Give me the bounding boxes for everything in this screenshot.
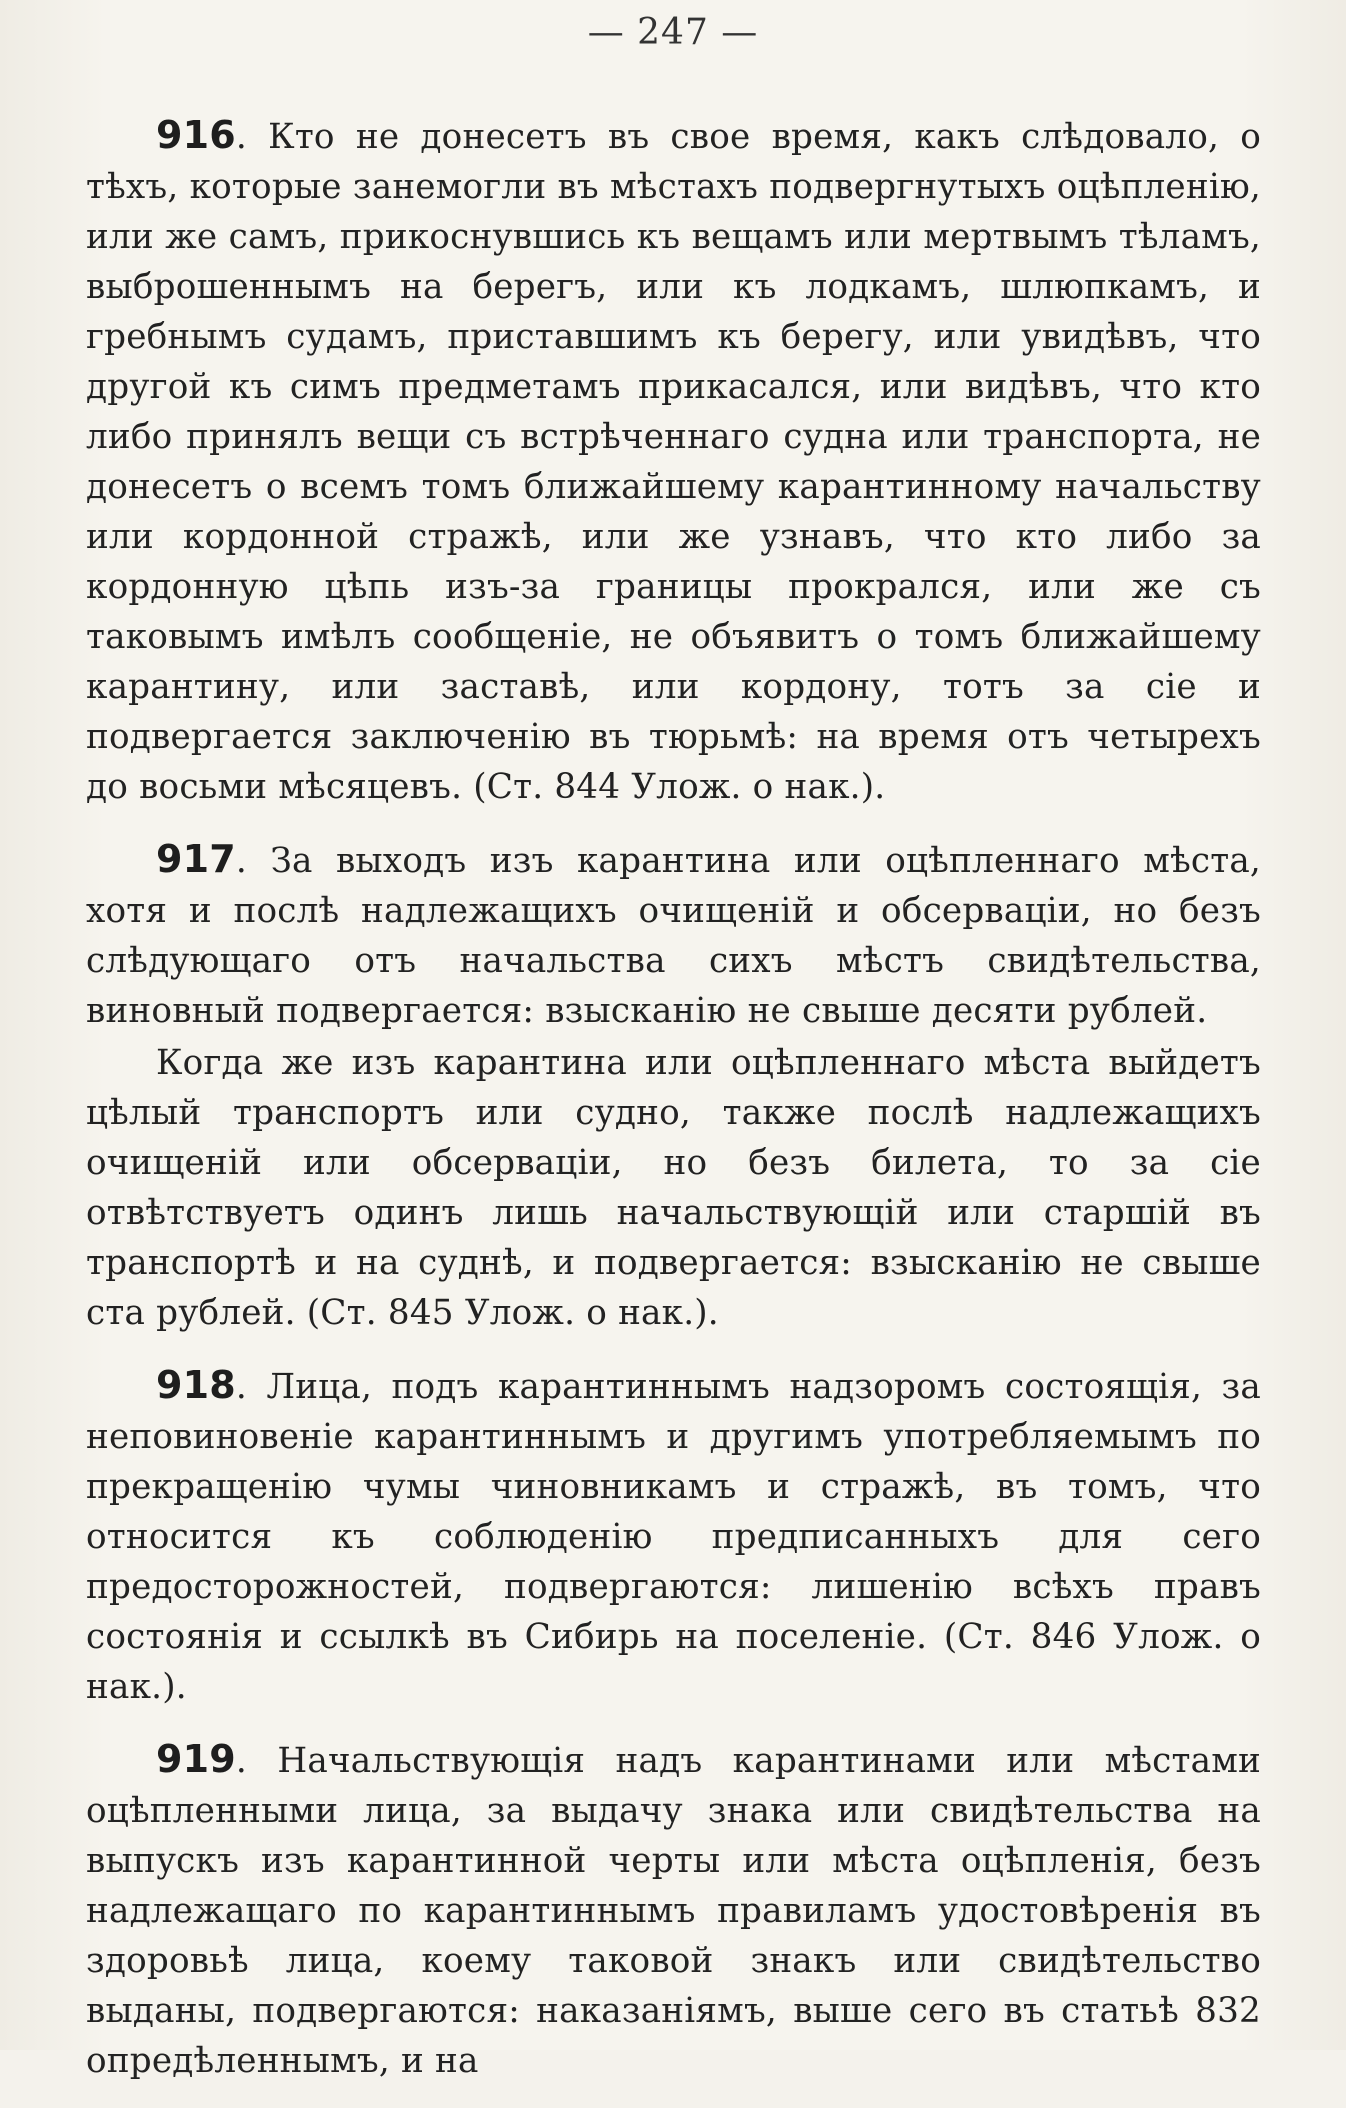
article-text: За выходъ изъ карантина или оцѣпленнаго мѣста, хотя и послѣ надлежащихъ очищеній и обсерваціи, но безъ слѣдующаго отъ начальства сихъ мѣстъ свидѣтельства, виновный подвергается: взысканію не свыше десяти рублей. (86, 841, 1261, 1031)
article-text: Кто не донесетъ въ свое время, какъ слѣдовало, о тѣхъ, которые занемогли въ мѣстахъ подвергнутыхъ оцѣпленію, или же самъ, прикоснувшись къ вещамъ или мертвымъ тѣламъ, выброшеннымъ на берегъ, или къ лодкамъ, шлюпкамъ, и гребнымъ судамъ, приставшимъ къ берегу, или увидѣвъ, что другой къ симъ предметамъ прикасался, или видѣвъ, что кто либо принялъ вещи съ встрѣченнаго судна или транспорта, не донесетъ о всемъ томъ ближайшему карантинному начальству или кордонной стражѣ, или же узнавъ, что кто либо за кордонную цѣпь изъ-за границы прокрался, или же съ таковымъ имѣлъ сообщеніе, не объявитъ о томъ ближайшему карантину, или заставѣ, или кордону, тотъ за сіе и подвергается заключенію въ тюрьмѣ: на время отъ четырехъ до восьми мѣсяцевъ. (Ст. 844 Улож. о нак.). (86, 117, 1261, 807)
article-paragraph: Когда же изъ карантина или оцѣпленнаго мѣста выйдетъ цѣлый транспортъ или судно, также послѣ надлежащихъ очищеній или обсерваціи, но безъ билета, то за сіе отвѣтствуетъ одинъ лишь начальствующій или старшій въ транспортѣ и на суднѣ, и подвергается: взысканію не свыше ста рублей. (Ст. 845 Улож. о нак.). (86, 1043, 1261, 1333)
article-text: Начальствующія надъ карантинами или мѣстами оцѣпленными лица, за выдачу знака или свидѣтельства на выпускъ изъ карантинной черты или мѣста оцѣпленія, безъ надлежащаго по карантиннымъ правиламъ удостовѣренія въ здоровьѣ лица, коему таковой знакъ или свидѣтельство выданы, подвергаются: наказаніямъ, выше сего въ статьѣ 832 опредѣленнымъ, и на (86, 1741, 1262, 2081)
article-paragraph: 916. Кто не донесетъ въ свое время, какъ слѣдовало, о тѣхъ, которые занемогли въ мѣстахъ подвергнутыхъ оцѣпленію, или же самъ, прикоснувшись къ вещамъ или мертвымъ тѣламъ, выброшеннымъ на берегъ, или къ лодкамъ, шлюпкамъ, и гребнымъ судамъ, приставшимъ къ берегу, или увидѣвъ, что другой къ симъ предметамъ прикасался, или видѣвъ, что кто либо принялъ вещи съ встрѣченнаго судна или транспорта, не донесетъ о всемъ томъ ближайшему карантинному начальству или кордонной стражѣ, или же узнавъ, что кто либо за кордонную цѣпь изъ-за границы прокрался, или же съ таковымъ имѣлъ сообщеніе, не объявитъ о томъ ближайшему карантину, или заставѣ, или кордону, тотъ за сіе и подвергается заключенію въ тюрьмѣ: на время отъ четырехъ до восьми мѣсяцевъ. (Ст. 844 Улож. о нак.). (86, 113, 1261, 807)
page-number-header: — 247 — (587, 12, 759, 53)
article-text: Лица, подъ карантиннымъ надзоромъ состоящія, за неповиновеніе карантиннымъ и другимъ употребляемымъ по прекращенію чумы чиновникамъ и стражѣ, въ томъ, что относится къ соблюденію предписанныхъ для сего предосторожностей, подвергаются: лишенію всѣхъ правъ состоянія и ссылкѣ въ Сибирь на поселеніе. (Ст. 846 Улож. о нак.). (86, 1367, 1261, 1707)
article-number: 918 (156, 1363, 236, 1407)
article-917 (86, 834, 1261, 1338)
article-916 (86, 110, 1261, 812)
article-paragraph: 917. За выходъ изъ карантина или оцѣпленнаго мѣста, хотя и послѣ надлежащихъ очищеній и обсерваціи, но безъ слѣдующаго отъ начальства сихъ мѣстъ свидѣтельства, виновный подвергается: взысканію не свыше десяти рублей. (86, 837, 1261, 1031)
article-number: 917 (156, 837, 236, 881)
article-918 (86, 1360, 1261, 1712)
article-number: 916 (156, 113, 236, 157)
article-paragraph: 919. Начальствующія надъ карантинами или мѣстами оцѣпленными лица, за выдачу знака или свидѣтельства на выпускъ изъ карантинной черты или мѣста оцѣпленія, безъ надлежащаго по карантиннымъ правиламъ удостовѣренія въ здоровьѣ лица, коему таковой знакъ или свидѣтельство выданы, подвергаются: наказаніямъ, выше сего въ статьѣ 832 опредѣленнымъ, и на (86, 1737, 1262, 2081)
article-paragraph: 918. Лица, подъ карантиннымъ надзоромъ состоящія, за неповиновеніе карантиннымъ и другимъ употребляемымъ по прекращенію чумы чиновникамъ и стражѣ, въ томъ, что относится къ соблюденію предписанныхъ для сего предосторожностей, подвергаются: лишенію всѣхъ правъ состоянія и ссылкѣ въ Сибирь на поселеніе. (Ст. 846 Улож. о нак.). (86, 1363, 1261, 1707)
article-number: 919 (156, 1737, 236, 1781)
page-body (86, 110, 1261, 2108)
article-919 (86, 1734, 1261, 2086)
